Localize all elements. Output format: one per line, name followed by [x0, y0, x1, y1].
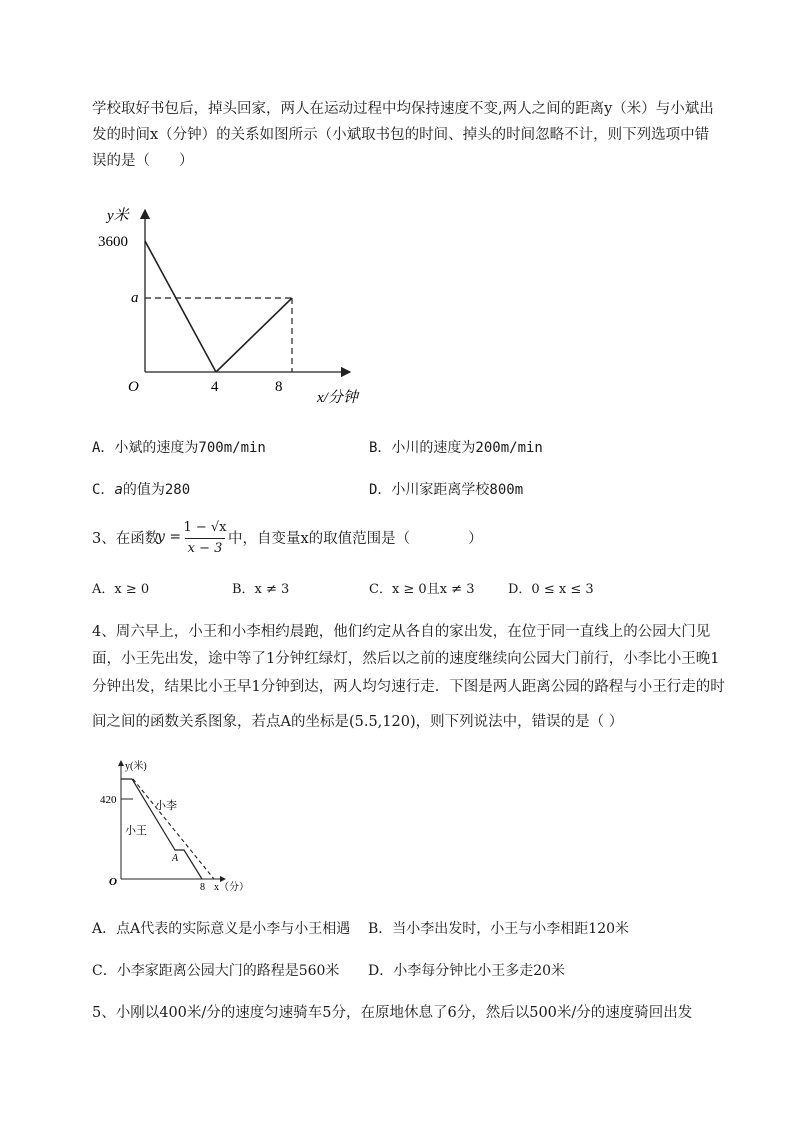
q3-fraction-bar [185, 538, 225, 539]
q2-option-d: D．小川家距离学校800m [369, 482, 524, 498]
origin-label: O [109, 876, 117, 888]
y-tick-a: a [131, 290, 139, 306]
x-axis-label: x（分） [214, 882, 249, 893]
intro-line-2: 发的时间x（分钟）的关系如图所示（小斌取书包的时间、掉头的时间忽略不计，则下列选项中错 [92, 127, 710, 143]
q3-numerator: 1 − √x [183, 520, 227, 535]
q2-option-c-rest: 的值为280 [122, 482, 191, 498]
park-distance-graph [100, 757, 260, 897]
q4-option-d: D．小李每分钟比小王多走20米 [368, 963, 566, 979]
q3-suffix: 中，自变量x的取值范围是（ ） [228, 531, 483, 547]
y-tick-420: 420 [100, 794, 117, 806]
x-tick-8: 8 [200, 882, 205, 893]
point-a-label: A [172, 853, 179, 864]
origin-label: O [128, 379, 139, 395]
q4-option-a: A．点A代表的实际意义是小李与小王相遇 [92, 921, 351, 937]
q3-denominator: x − 3 [187, 541, 223, 556]
distance-time-graph [95, 198, 385, 413]
x-axis-label: x/分钟 [317, 390, 358, 406]
q4-option-c: C．小李家距离公园大门的路程是560米 [92, 963, 340, 979]
intro-line-3: 误的是（ ） [92, 153, 194, 169]
q2-option-a: A．小斌的速度为700m/min [92, 440, 266, 456]
x-tick-4: 4 [211, 379, 219, 395]
q4-line-3: 分钟出发，结果比小王早1分钟到达，两人均匀速行走．下图是两人距离公园的路程与小王行走的时 [92, 679, 725, 695]
y-axis-label: y米 [107, 208, 129, 224]
x-tick-8: 8 [275, 379, 283, 395]
q4-line-4: 间之间的函数关系图象，若点A的坐标是(5.5,120)，则下列说法中，错误的是（ ） [92, 714, 624, 730]
y-axis-label: y(米) [125, 761, 147, 772]
q3-option-c: C．x ≥ 0且x ≠ 3 [369, 582, 475, 597]
q5-line-1: 5、小刚以400米/分的速度匀速骑车5分，在原地休息了6分，然后以500米/分的速度骑回出发 [92, 1005, 693, 1021]
q2-option-c-prefix: C． [92, 482, 115, 498]
intro-line-1: 学校取好书包后，掉头回家，两人在运动过程中均保持速度不变,两人之间的距离y（米）与小斌出 [92, 101, 714, 117]
q4-line-2: 面，小王先出发，途中等了1分钟红绿灯，然后以之前的速度继续向公园大门前行，小李比小王晚1 [92, 651, 720, 667]
q4-line-1: 4、周六早上，小王和小李相约晨跑，他们约定从各自的家出发，在位于同一直线上的公园大门见 [92, 624, 711, 640]
graph-ascending-segment [216, 298, 292, 372]
q3-prefix: 3、在函数 [92, 531, 160, 547]
q3-func-y: y = [157, 529, 182, 545]
graph-descending-segment [145, 241, 216, 372]
q3-option-a: A．x ≥ 0 [92, 582, 150, 597]
q4-option-b: B．当小李出发时，小王与小李相距120米 [368, 921, 630, 937]
q3-option-d: D．0 ≤ x ≤ 3 [508, 582, 594, 597]
series-label-xiaowang: 小王 [125, 825, 147, 837]
series-label-xiaoli: 小李 [155, 800, 177, 812]
q3-option-b: B．x ≠ 3 [232, 582, 290, 597]
q2-option-c [92, 480, 190, 500]
q2-option-c-var: a [114, 482, 123, 498]
y-tick-3600: 3600 [98, 234, 128, 250]
q2-option-b: B．小川的速度为200m/min [369, 440, 543, 456]
